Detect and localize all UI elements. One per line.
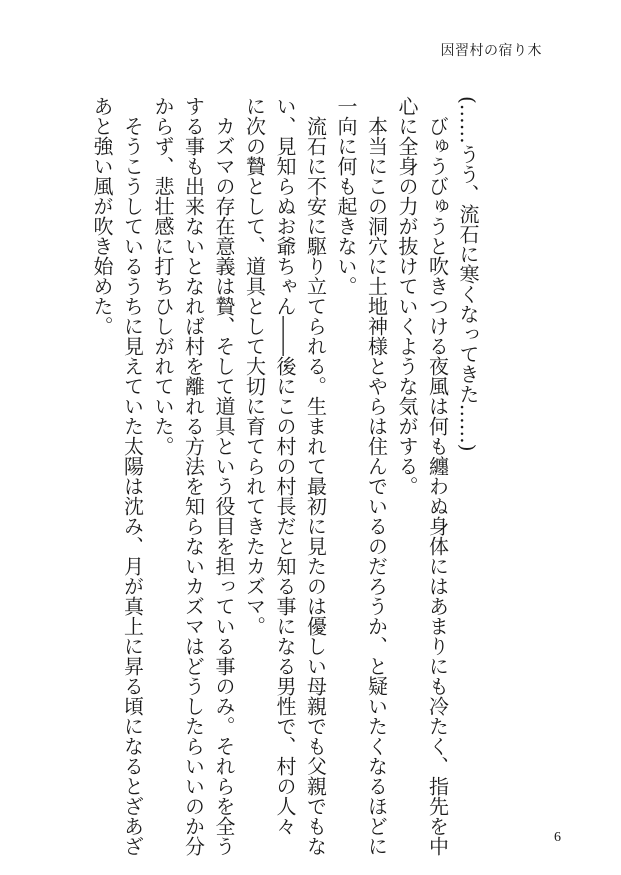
body-text (90, 96, 483, 856)
text-line: びゅうびゅうと吹きつける夜風は何も纏わぬ身体にはあまりにも冷たく、指先を中 (425, 96, 450, 856)
text-line: 一向に何も起きない。 (334, 96, 358, 296)
text-line: い、見知らぬお爺ちゃん――後にこの村の村長だと知る事になる男性で、村の人々 (273, 96, 297, 836)
text-line: そうこうしているうちに見えていた太陽は沈み、月が真上に昇る頃になるとざあざ (120, 96, 145, 856)
page-number: 6 (554, 830, 561, 845)
text-line: からず、悲壮感に打ちひしがれていた。 (151, 96, 175, 456)
text-line: (……うう、流石に寒くなってきた……) (456, 96, 480, 452)
text-line: あと強い風が吹き始めた。 (90, 96, 114, 336)
text-line: 流石に不安に駆り立てられる。生まれて最初に見たのは優しい母親でも父親でもな (303, 96, 328, 856)
text-line: 心に全身の力が抜けていくような気がする。 (395, 96, 419, 496)
text-line: する事も出来ないとなれば村を離れる方法を知らないカズマはどうしたらいいのか分 (181, 96, 206, 856)
text-line: カズマの存在意義は贄、そして道具という役目を担っている事のみ。それらを全う (212, 96, 236, 856)
header-title: 因習村の宿り木 (440, 43, 542, 59)
text-line: に次の贄として、道具として大切に育てられてきたカズマ。 (242, 96, 267, 636)
text-line: 本当にこの洞穴に土地神様とやらは住んでいるのだろうか、と疑いたくなるほどに (364, 96, 389, 856)
